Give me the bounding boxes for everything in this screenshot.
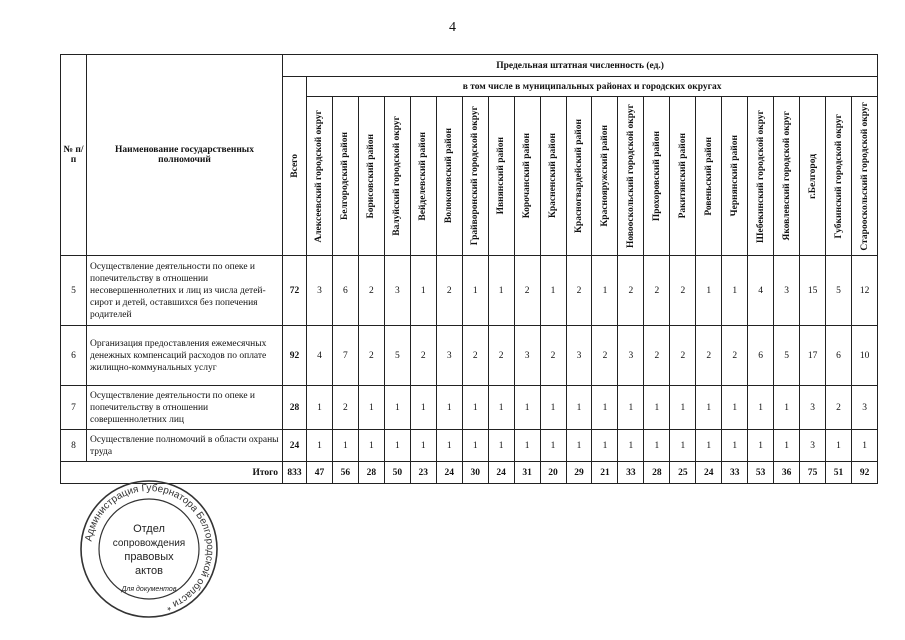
staffing-table [60,54,878,484]
district-name: Красненский район [548,133,559,219]
row-district-value: 5 [826,256,852,326]
header-district [514,97,540,256]
row-district-value: 1 [540,386,566,430]
row-district-value: 1 [774,430,800,462]
row-district-value: 3 [566,326,592,386]
header-district [410,97,436,256]
row-district-value: 1 [358,386,384,430]
totals-grand-total: 833 [283,462,307,484]
totals-district-value: 47 [307,462,333,484]
district-name: Новооскольский городской округ [625,103,636,249]
row-district-value: 3 [800,386,826,430]
row-district-value: 1 [540,430,566,462]
page-number: 4 [449,20,456,35]
row-district-value: 12 [852,256,878,326]
totals-district-value: 36 [774,462,800,484]
header-district [826,97,852,256]
stamp-ring-text: Администрация Губернатора Белгородской области * [83,482,216,613]
official-stamp [78,478,220,620]
row-district-value: 2 [826,386,852,430]
header-district [384,97,410,256]
row-district-value: 1 [722,256,748,326]
row-district-value: 1 [774,386,800,430]
row-district-value: 2 [566,256,592,326]
row-district-value: 1 [748,386,774,430]
row-district-value: 1 [592,386,618,430]
district-name: Красногвардейский район [574,119,584,233]
row-district-value: 1 [618,430,644,462]
row-district-value: 1 [696,430,722,462]
row-district-value: 1 [566,430,592,462]
totals-district-value: 28 [644,462,670,484]
row-district-value: 2 [488,326,514,386]
district-name: Ивнянский район [496,137,507,215]
header-district [774,97,800,256]
totals-district-value: 25 [670,462,696,484]
district-name: г.Белгород [807,153,818,199]
district-name: Ровеньский район [703,136,714,216]
row-district-value: 6 [332,256,358,326]
row-district-value: 1 [488,430,514,462]
row-district-value: 1 [410,430,436,462]
row-district-value: 2 [410,326,436,386]
row-district-value: 1 [436,386,462,430]
row-district-value: 3 [800,430,826,462]
row-district-value: 1 [644,386,670,430]
row-district-value: 1 [307,430,333,462]
totals-district-value: 24 [488,462,514,484]
totals-district-value: 28 [358,462,384,484]
header-district [748,97,774,256]
row-district-value: 1 [670,430,696,462]
row-district-value: 1 [462,256,488,326]
row-district-value: 1 [332,430,358,462]
row-authority-name: Осуществление полномочий в области охраны труда [87,430,283,462]
totals-district-value: 24 [436,462,462,484]
table-row [61,256,878,326]
row-district-value: 3 [384,256,410,326]
header-name: Наименование государственных полномочий [87,55,283,256]
totals-district-value: 20 [540,462,566,484]
district-name: Белгородский район [340,132,351,220]
row-district-value: 1 [462,430,488,462]
row-district-value: 2 [332,386,358,430]
row-district-value: 1 [488,386,514,430]
row-district-value: 1 [514,386,540,430]
district-name: Ракитянский район [677,133,688,219]
stamp-center-line: сопровождения [112,538,186,549]
row-district-value: 1 [722,386,748,430]
row-district-value: 3 [852,386,878,430]
row-district-value: 3 [436,326,462,386]
row-district-value: 7 [332,326,358,386]
header-staffing-limit: Предельная штатная численность (ед.) [283,55,878,77]
row-district-value: 6 [748,326,774,386]
row-authority-name: Организация предоставления ежемесячных денежных компенсаций расходов по оплате жилищно-коммунальных услуг [87,326,283,386]
totals-district-value: 31 [514,462,540,484]
header-total-label: Всего [289,154,300,178]
table-row [61,386,878,430]
row-district-value: 2 [358,256,384,326]
totals-district-value: 75 [800,462,826,484]
district-name: Краснояружский район [599,125,610,227]
totals-label: Итого [61,462,283,484]
district-name: Старооскольский городской округ [859,101,870,251]
header-district [592,97,618,256]
row-total: 28 [283,386,307,430]
header-district [332,97,358,256]
district-name: Волоконовский район [444,128,455,224]
district-name: Алексеевский городской округ [314,109,325,243]
row-district-value: 1 [358,430,384,462]
row-district-value: 1 [436,430,462,462]
district-name: Шебекинский городской округ [755,109,766,243]
district-name: Яковлевский городской округ [781,111,792,241]
header-district [618,97,644,256]
totals-district-value: 50 [384,462,410,484]
header-district [852,97,878,256]
table-row [61,326,878,386]
row-district-value: 5 [774,326,800,386]
row-district-value: 1 [722,430,748,462]
totals-district-value: 30 [462,462,488,484]
district-name: Вейделевский район [418,131,429,221]
totals-district-value: 56 [332,462,358,484]
row-district-value: 1 [462,386,488,430]
row-district-value: 4 [748,256,774,326]
row-total: 72 [283,256,307,326]
row-district-value: 2 [670,326,696,386]
row-district-value: 1 [670,386,696,430]
header-district [436,97,462,256]
row-district-value: 10 [852,326,878,386]
row-district-value: 1 [852,430,878,462]
row-district-value: 6 [826,326,852,386]
header-district [358,97,384,256]
row-district-value: 1 [307,386,333,430]
header-district [540,97,566,256]
header-district [488,97,514,256]
row-district-value: 2 [514,256,540,326]
row-total: 92 [283,326,307,386]
row-district-value: 5 [384,326,410,386]
district-name: Валуйский городской округ [392,116,403,236]
totals-district-value: 21 [592,462,618,484]
table-row [61,430,878,462]
row-district-value: 1 [696,386,722,430]
row-number: 6 [61,326,87,386]
header-district [307,97,333,256]
row-district-value: 3 [307,256,333,326]
district-name: Грайворонский городской округ [470,106,481,246]
row-number: 8 [61,430,87,462]
row-district-value: 1 [592,430,618,462]
stamp-center-line: Отдел [133,523,165,535]
totals-district-value: 33 [618,462,644,484]
header-district [644,97,670,256]
row-total: 24 [283,430,307,462]
row-district-value: 1 [488,256,514,326]
row-district-value: 1 [410,386,436,430]
header-total [283,77,307,256]
stamp-center-line: актов [135,565,163,577]
row-district-value: 2 [462,326,488,386]
row-number: 5 [61,256,87,326]
totals-district-value: 92 [852,462,878,484]
row-authority-name: Осуществление деятельности по опеке и попечительству в отношении совершеннолетних лиц [87,386,283,430]
row-district-value: 2 [644,326,670,386]
totals-district-value: 29 [566,462,592,484]
row-district-value: 1 [748,430,774,462]
row-district-value: 3 [514,326,540,386]
header-districts-group: в том числе в муниципальных районах и городских округах [307,77,878,97]
header-district [566,97,592,256]
row-district-value: 15 [800,256,826,326]
header-district [722,97,748,256]
row-district-value: 1 [410,256,436,326]
row-district-value: 1 [384,386,410,430]
totals-district-value: 24 [696,462,722,484]
row-district-value: 17 [800,326,826,386]
row-district-value: 2 [540,326,566,386]
row-district-value: 3 [774,256,800,326]
row-district-value: 1 [696,256,722,326]
totals-district-value: 23 [410,462,436,484]
row-district-value: 1 [540,256,566,326]
header-district [670,97,696,256]
row-district-value: 2 [592,326,618,386]
row-district-value: 2 [722,326,748,386]
stamp-center-line: правовых [124,551,174,563]
row-district-value: 1 [618,386,644,430]
row-district-value: 2 [644,256,670,326]
header-district [462,97,488,256]
header-district [696,97,722,256]
district-name: Чернянский район [729,135,740,217]
row-district-value: 1 [644,430,670,462]
row-district-value: 2 [618,256,644,326]
row-district-value: 3 [618,326,644,386]
row-district-value: 1 [566,386,592,430]
row-district-value: 2 [436,256,462,326]
totals-district-value: 53 [748,462,774,484]
district-name: Корочанский район [522,133,533,219]
row-district-value: 1 [384,430,410,462]
header-num: № п/п [61,55,87,256]
totals-district-value: 33 [722,462,748,484]
row-district-value: 2 [696,326,722,386]
row-district-value: 2 [358,326,384,386]
row-number: 7 [61,386,87,430]
header-district [800,97,826,256]
row-district-value: 1 [514,430,540,462]
row-district-value: 2 [670,256,696,326]
row-district-value: 4 [307,326,333,386]
row-district-value: 1 [826,430,852,462]
district-name: Прохоровский район [651,130,662,222]
stamp-bottom-text: Для документов [121,586,177,593]
row-district-value: 1 [592,256,618,326]
row-authority-name: Осуществление деятельности по опеке и попечительству в отношении несовершеннолетних и лиц из числа детей-сирот и детей, оставшихся без попечения родителей [87,256,283,326]
totals-district-value: 51 [826,462,852,484]
district-name: Борисовский район [366,133,377,219]
district-name: Губкинский городской округ [833,113,844,239]
